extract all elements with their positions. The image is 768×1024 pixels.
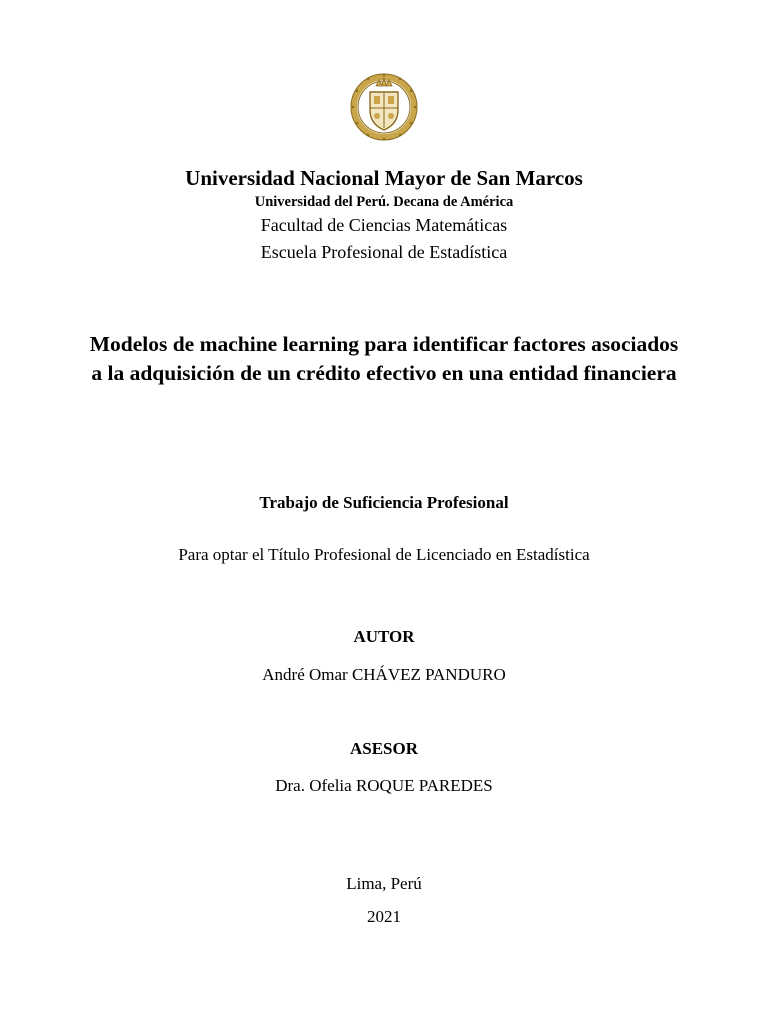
university-name: Universidad Nacional Mayor de San Marcos	[185, 166, 583, 190]
work-type: Trabajo de Suficiencia Profesional	[259, 493, 509, 512]
advisor-name: Dra. Ofelia ROQUE PAREDES	[275, 776, 493, 795]
thesis-title: Modelos de machine learning para identificar factores asociados a la adquisición de un crédito efectivo en una entidad financiera	[89, 332, 679, 385]
faculty-name: Facultad de Ciencias Matemáticas	[260, 215, 508, 235]
author-label: AUTOR	[353, 627, 415, 646]
author-name: André Omar CHÁVEZ PANDURO	[262, 665, 506, 684]
university-subtitle: Universidad del Perú. Decana de América	[254, 194, 514, 210]
degree-statement: Para optar el Título Profesional de Licenciado en Estadística	[178, 545, 590, 564]
school-name: Escuela Profesional de Estadística	[260, 242, 508, 262]
place: Lima, Perú	[346, 874, 422, 893]
year: 2021	[367, 907, 401, 926]
advisor-label: ASESOR	[349, 739, 419, 758]
university-crest-icon	[346, 70, 422, 142]
